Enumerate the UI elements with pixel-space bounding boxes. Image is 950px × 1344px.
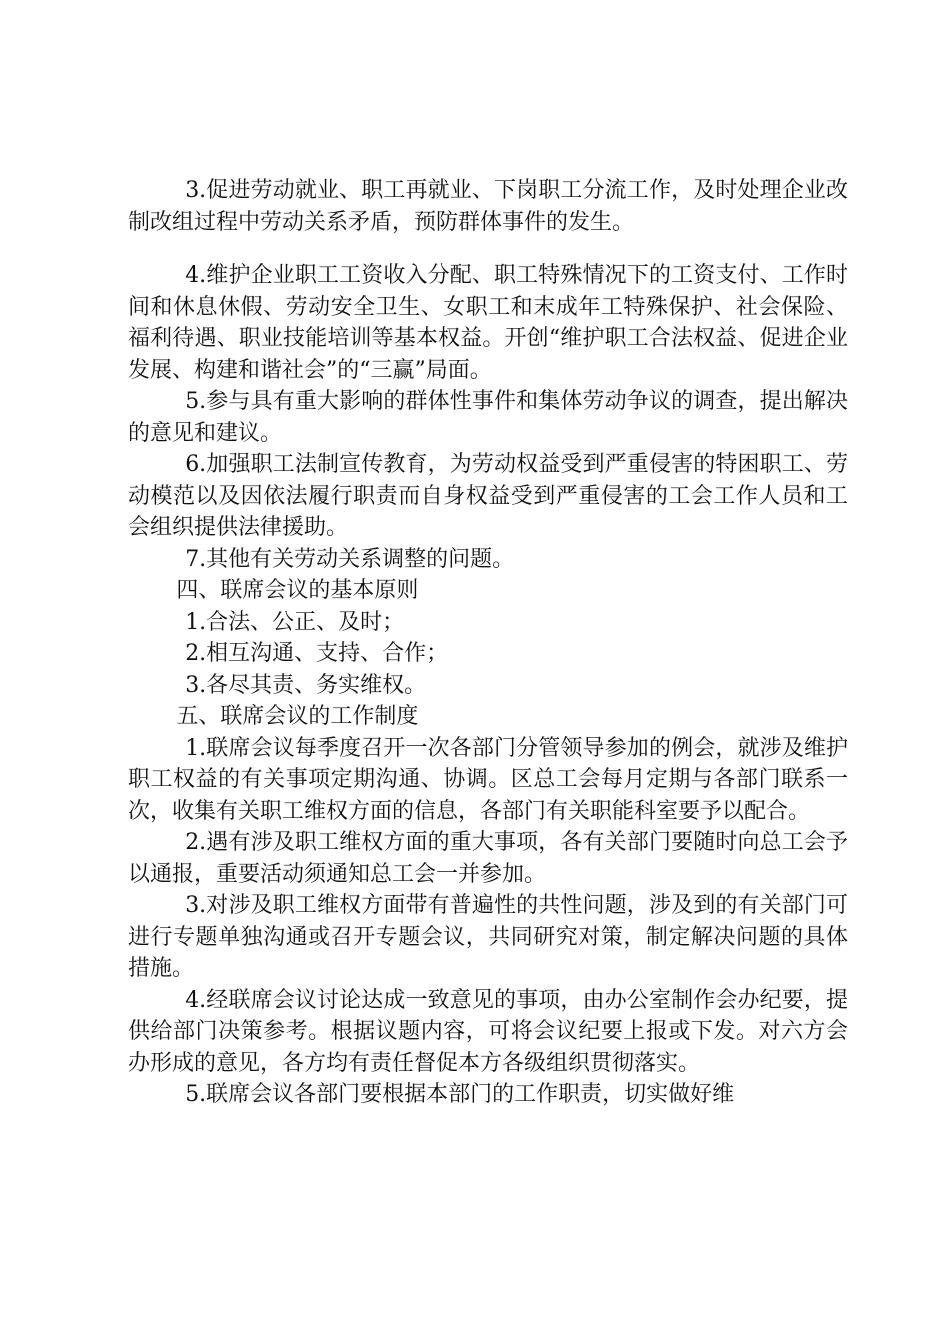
paragraph-item-4: 4.维护企业职工工资收入分配、职工特殊情况下的工资支付、工作时间和休息休假、劳动安全卫生、女职工和末成年工特殊保护、社会保险、福利待遇、职业技能培训等基本权益。开创“维护职工合法权益、促进企业发展、构建和谐社会”的“三赢”局面。 [128,263,848,383]
work-system-item-3: 3.对涉及职工维权方面带有普遍性的共性问题，涉及到的有关部门可进行专题单独沟通或召开专题会议，共同研究对策，制定解决问题的具体措施。 [128,893,848,981]
document-body [128,175,848,1111]
section-heading-work-system: 五、联席会议的工作制度 [176,704,419,729]
paragraph-item-5: 5.参与具有重大影响的群体性事件和集体劳动争议的调查，提出解决的意见和建议。 [128,389,848,446]
principle-item-2: 2.相互沟通、支持、合作； [185,641,449,666]
principle-item-3: 3.各尽其责、务实维权。 [185,672,427,698]
principle-item-1: 1.合法、公正、及时； [185,609,405,635]
work-system-item-5: 5.联席会议各部门要根据本部门的工作职责，切实做好维 [185,1082,735,1107]
paragraph-item-7: 7.其他有关劳动关系调整的问题。 [185,546,515,572]
paragraph-gap [128,238,848,260]
paragraph-item-6: 6.加强职工法制宣传教育，为劳动权益受到严重侵害的特困职工、劳动模范以及因依法履行职责而自身权益受到严重侵害的工会工作人员和工会组织提供法律援助。 [128,452,848,540]
work-system-item-4: 4.经联席会议讨论达成一致意见的事项，由办公室制作会办纪要，提供给部门决策参考。根据议题内容，可将会议纪要上报或下发。对六方会办形成的意见，各方均有责任督促本方各级组织贯彻落实。 [128,987,848,1076]
work-system-item-2: 2.遇有涉及职工维权方面的重大事项，各有关部门要随时向总工会予以通报，重要活动须通知总工会一并参加。 [128,830,848,887]
work-system-item-1: 1.联席会议每季度召开一次各部门分管领导参加的例会，就涉及维护职工权益的有关事项定期沟通、协调。区总工会每月定期与各部门联系一次，收集有关职工维权方面的信息，各部门有关职能科室要予以配合。 [128,735,848,824]
section-heading-principles: 四、联席会议的基本原则 [176,578,419,603]
paragraph-item-3: 3.促进劳动就业、职工再就业、下岗职工分流工作，及时处理企业改制改组过程中劳动关系矛盾，预防群体事件的发生。 [128,178,848,235]
